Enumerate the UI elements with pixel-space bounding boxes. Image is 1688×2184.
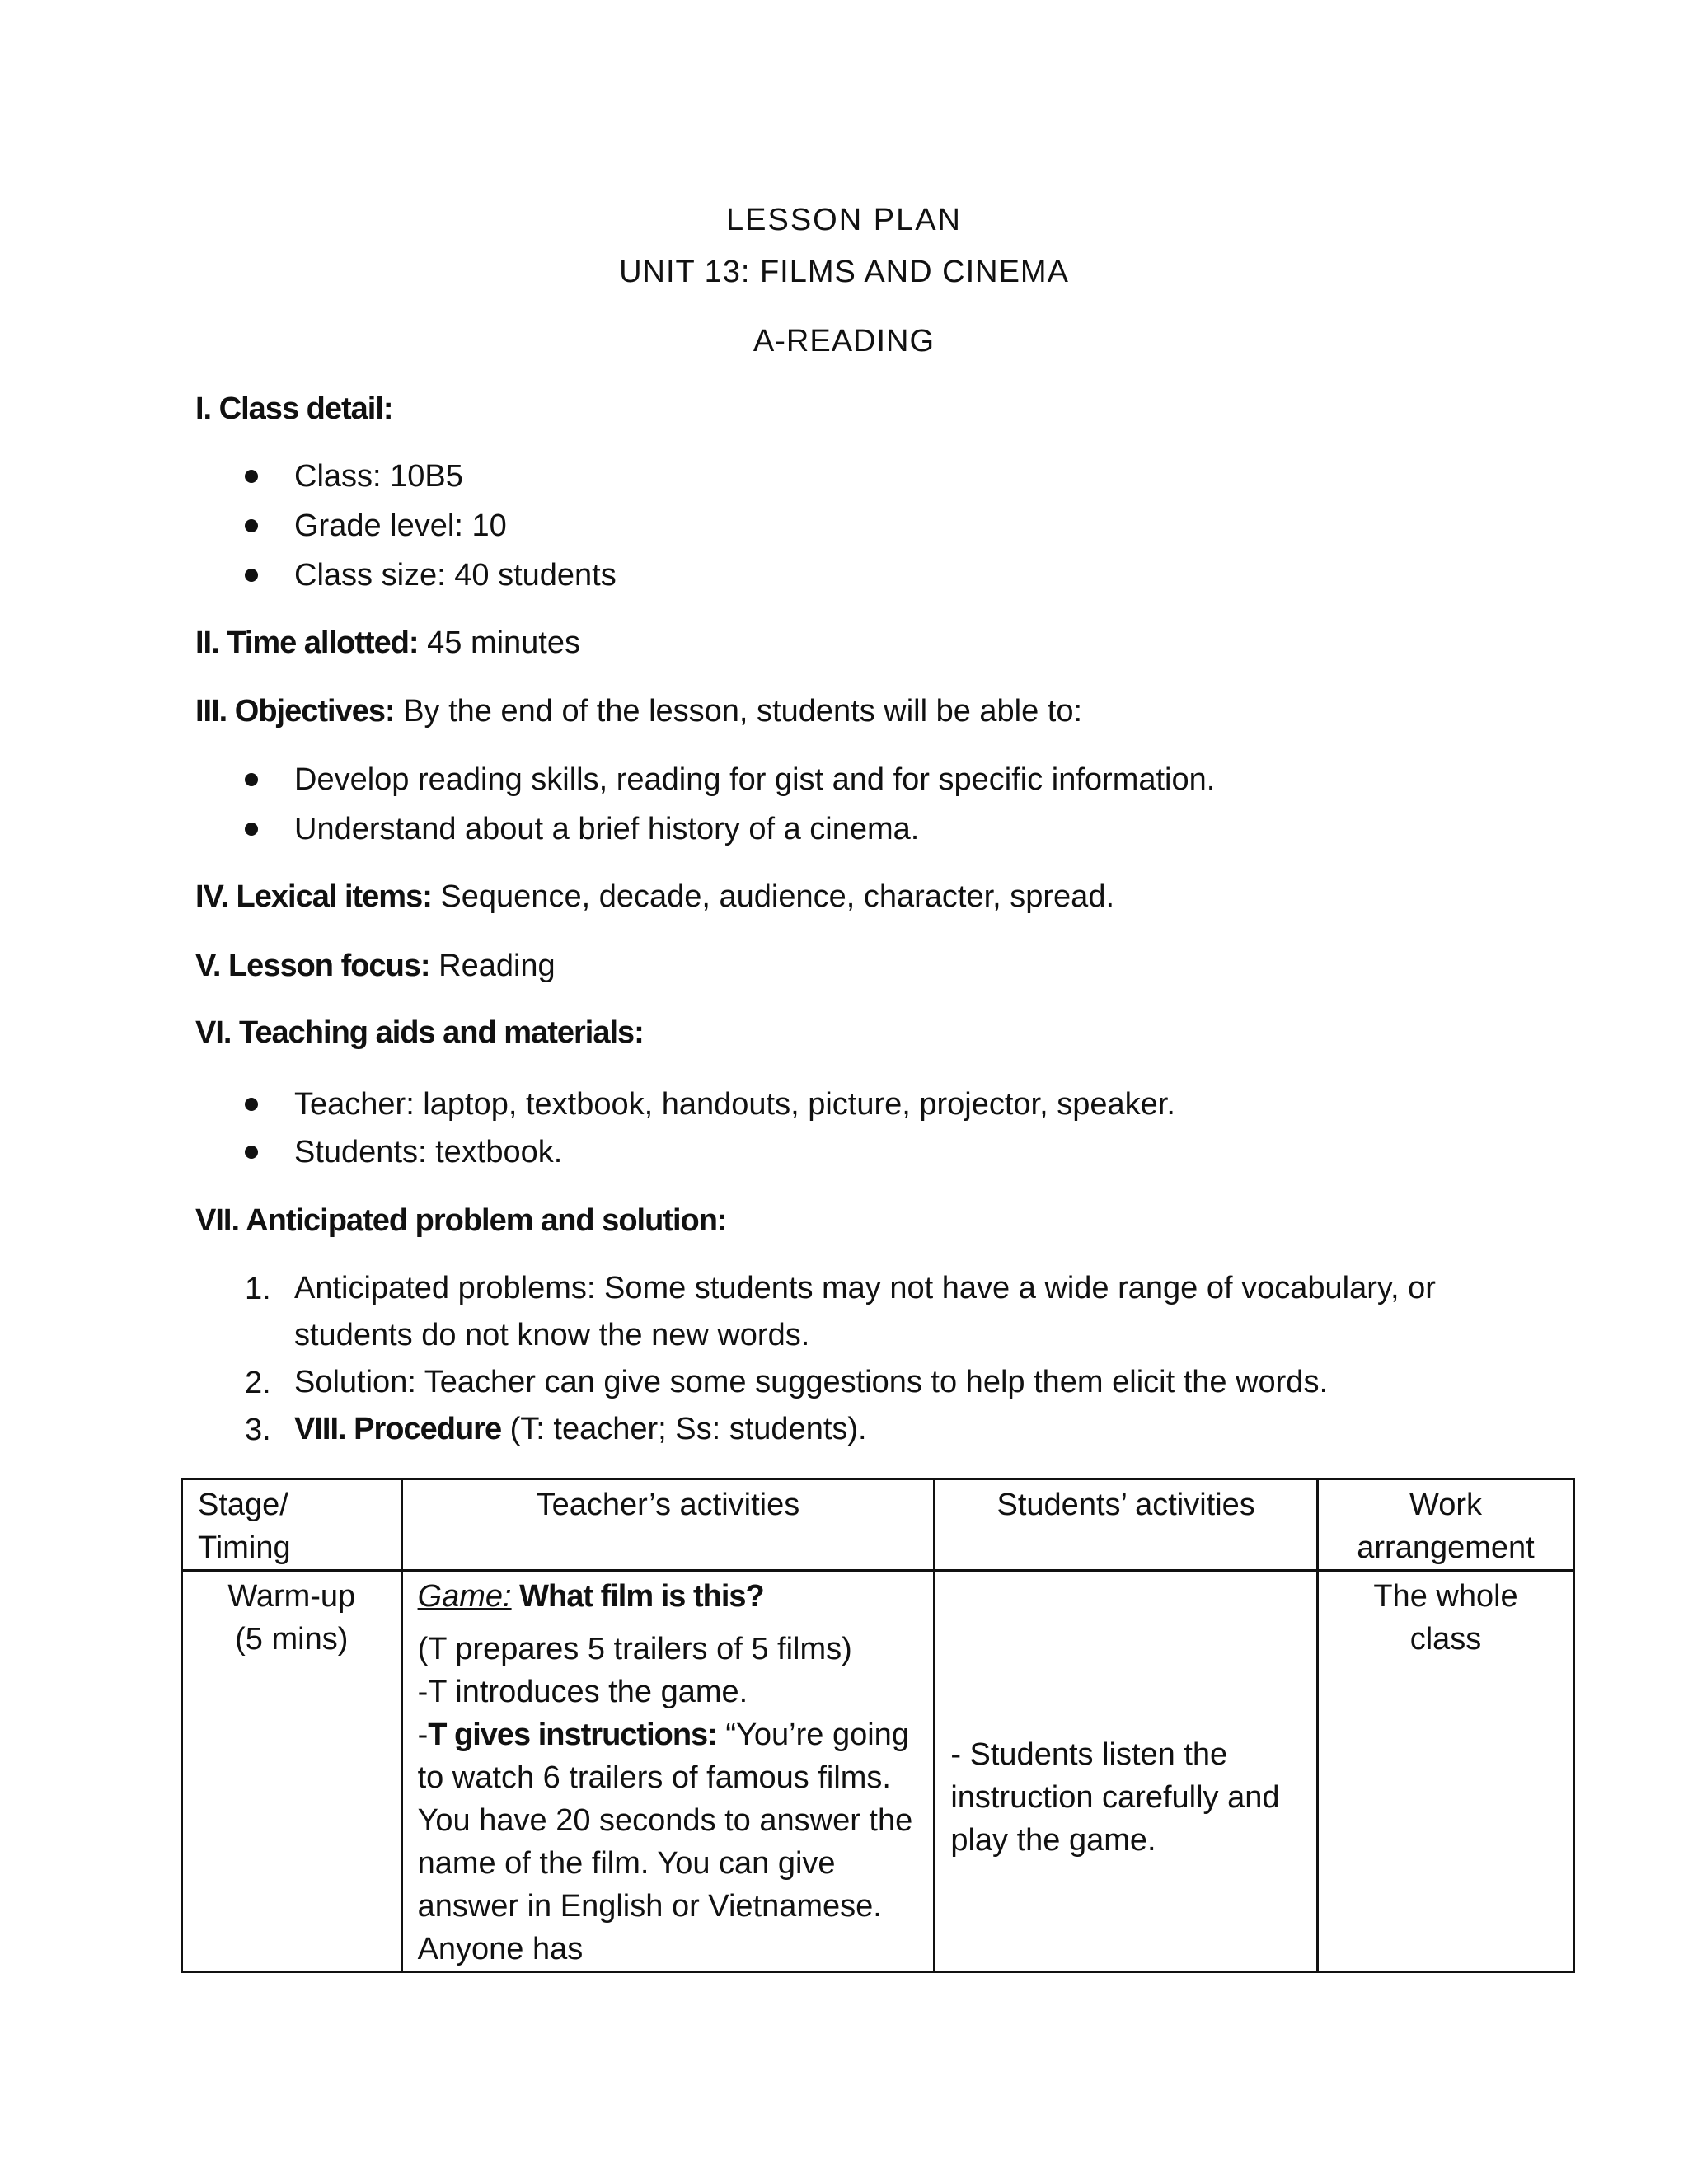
game-heading <box>418 1575 919 1618</box>
stage-timing: (5 mins) <box>235 1622 349 1657</box>
objective-item: Develop reading skills, reading for gist and for specific information. <box>294 762 1216 797</box>
objectives-line <box>195 691 1082 731</box>
work-header-line: arrangement <box>1357 1530 1535 1565</box>
list-number: 2. <box>245 1366 271 1400</box>
work-header-line: Work <box>1409 1488 1482 1522</box>
table-header-row <box>182 1479 1574 1571</box>
stage-cell <box>182 1571 402 1972</box>
procedure-table <box>181 1478 1575 1973</box>
procedure-heading: VIII. Procedure <box>294 1412 502 1446</box>
game-label: Game: <box>417 1579 512 1614</box>
students-activities-header: Students’ activities <box>935 1479 1318 1571</box>
teaching-aid-item: Students: textbook. <box>294 1135 563 1169</box>
focus-value: Reading <box>429 949 556 983</box>
time-value: 45 minutes <box>418 626 581 660</box>
teacher-activity-line: (T prepares 5 trailers of 5 films) <box>417 1632 852 1666</box>
work-arrangement-header <box>1318 1479 1574 1571</box>
lesson-plan-title: LESSON PLAN <box>726 203 962 237</box>
game-title: What film is this? <box>511 1579 764 1614</box>
bullet-icon <box>245 823 258 836</box>
lexical-items-line <box>195 877 1114 916</box>
students-activities-cell <box>935 1571 1318 1972</box>
objective-item: Understand about a brief history of a cinema. <box>294 812 920 846</box>
teacher-activities-header: Teacher’s activities <box>401 1479 935 1571</box>
class-detail-item: Class: 10B5 <box>294 459 463 494</box>
list-number: 3. <box>245 1413 271 1447</box>
bullet-icon <box>245 1098 258 1111</box>
unit-title: UNIT 13: FILMS AND CINEMA <box>619 255 1069 289</box>
class-detail-item: Class size: 40 students <box>294 558 617 593</box>
teaching-aids-heading: VI. Teaching aids and materials: <box>195 1015 644 1050</box>
focus-heading: V. Lesson focus: <box>195 949 430 983</box>
list-number: 1. <box>245 1272 271 1306</box>
teacher-instructions: -T gives instructions: “You’re going to watch 6 trailers of famous films. You have 20 seconds to answer the name of the film. You can give answer in English or Vietnamese. Anyone has <box>417 1718 913 1966</box>
problem-item: Anticipated problems: Some students may not have a wide range of vocabulary, or students do not know the new words. <box>294 1271 1436 1352</box>
teacher-activity-line: -T introduces the game. <box>417 1675 748 1709</box>
time-allotted-line <box>195 623 580 663</box>
students-activity-text: - Students listen the instruction carefully and play the game. <box>950 1737 1280 1858</box>
instructions-text: “You’re going to watch 6 trailers of famous films. You have 20 seconds to answer the name of the film. You can give answer in English or Vietnamese. Anyone has <box>417 1718 913 1966</box>
instructions-label: T gives instructions: <box>428 1718 717 1752</box>
bullet-icon <box>245 773 258 786</box>
bullet-icon <box>245 519 258 532</box>
teaching-aid-item: Teacher: laptop, textbook, handouts, picture, projector, speaker. <box>294 1087 1175 1122</box>
table-row <box>182 1571 1574 1972</box>
section-title: A-READING <box>753 324 935 359</box>
bullet-icon <box>245 1146 258 1159</box>
class-detail-heading: I. Class detail: <box>195 391 393 426</box>
stage-header-line: Stage/ <box>198 1488 288 1522</box>
procedure-note: (T: teacher; Ss: students). <box>501 1412 867 1446</box>
bullet-icon <box>245 470 258 483</box>
lexical-heading: IV. Lexical items: <box>195 879 432 914</box>
lesson-focus-line <box>195 946 556 986</box>
class-detail-item: Grade level: 10 <box>294 509 507 543</box>
objectives-intro: By the end of the lesson, students will be able to: <box>394 694 1083 729</box>
stage-header-cell <box>182 1479 402 1571</box>
work-arrangement-line: class <box>1409 1622 1482 1657</box>
objectives-heading: III. Objectives: <box>195 694 395 729</box>
bullet-icon <box>245 569 258 582</box>
teacher-activities-cell <box>401 1571 935 1972</box>
lexical-value: Sequence, decade, audience, character, spread. <box>431 879 1115 914</box>
stage-header-line: Timing <box>198 1530 291 1565</box>
time-heading: II. Time allotted: <box>195 626 419 660</box>
work-arrangement-line: The whole <box>1373 1579 1518 1614</box>
solution-item: Solution: Teacher can give some suggestions to help them elicit the words. <box>294 1365 1328 1399</box>
anticipated-problem-heading: VII. Anticipated problem and solution: <box>195 1203 727 1238</box>
work-arrangement-cell <box>1318 1571 1574 1972</box>
stage-name: Warm-up <box>227 1579 356 1614</box>
procedure-item <box>294 1406 1531 1453</box>
